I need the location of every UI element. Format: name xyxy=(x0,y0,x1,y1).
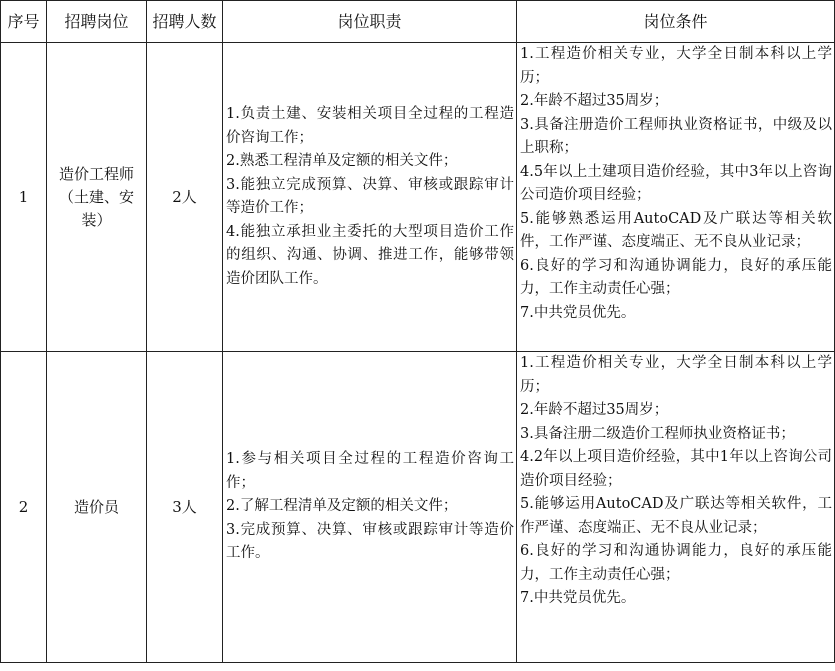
duty-item: 3.能独立完成预算、决算、审核或跟踪审计等造价工作； xyxy=(226,176,514,216)
row-position: 造价员 xyxy=(47,352,147,663)
row-requirements xyxy=(517,352,835,663)
duty-item: 3.完成预算、决算、审核或跟踪审计等造价工作。 xyxy=(226,521,514,562)
header-count: 招聘人数 xyxy=(147,1,223,43)
row-count: 2人 xyxy=(147,43,223,352)
row-requirements xyxy=(517,43,835,352)
row-position: 造价工程师（土建、安装） xyxy=(47,43,147,352)
duty-item: 4.能独立承担业主委托的大型项目造价工作的组织、沟通、协调、推进工作，能够带领造价团队工作。 xyxy=(226,223,514,287)
row-duties xyxy=(223,43,517,352)
header-requirements: 岗位条件 xyxy=(517,1,835,43)
requirement-item: 3.具备注册造价工程师执业资格证书，中级及以上职称； xyxy=(520,116,832,156)
duty-item: 1.负责土建、安装相关项目全过程的工程造价咨询工作； xyxy=(226,106,514,146)
duty-item: 2.熟悉工程清单及定额的相关文件； xyxy=(226,153,458,169)
requirement-item: 6.良好的学习和沟通协调能力，良好的承压能力，工作主动责任心强； xyxy=(520,257,832,297)
requirement-item: 3.具备注册二级造价工程师执业资格证书； xyxy=(520,425,795,442)
table-row xyxy=(1,43,835,352)
requirement-item: 4.5年以上土建项目造价经验，其中3年以上咨询公司造价项目经验； xyxy=(520,163,832,203)
requirement-item: 7.中共党员优先。 xyxy=(520,590,636,606)
row-no: 2 xyxy=(1,352,47,663)
requirement-item: 7.中共党员优先。 xyxy=(520,304,636,321)
requirement-item: 1.工程造价相关专业，大学全日制本科以上学历； xyxy=(520,355,832,395)
requirement-item: 4.2年以上项目造价经验，其中1年以上咨询公司造价项目经验； xyxy=(520,449,832,489)
requirement-item: 5.能够运用AutoCAD及广联达等相关软件，工作严谨、态度端正、无不良从业记录； xyxy=(520,496,832,536)
row-count: 3人 xyxy=(147,352,223,663)
requirement-item: 1.工程造价相关专业，大学全日制本科以上学历； xyxy=(520,46,832,86)
header-row xyxy=(1,1,835,43)
row-duties xyxy=(223,352,517,663)
row-no: 1 xyxy=(1,43,47,352)
header-duties: 岗位职责 xyxy=(223,1,517,43)
requirement-item: 6.良好的学习和沟通协调能力，良好的承压能力，工作主动责任心强； xyxy=(520,543,832,583)
duty-item: 1.参与相关项目全过程的工程造价咨询工作； xyxy=(226,451,514,491)
requirement-item: 2.年龄不超过35周岁； xyxy=(520,93,669,109)
requirement-item: 5.能够熟悉运用AutoCAD及广联达等相关软件，工作严谨、态度端正、无不良从业记录； xyxy=(520,210,832,250)
table-row xyxy=(1,352,835,663)
duty-item: 2.了解工程清单及定额的相关文件； xyxy=(226,498,458,515)
header-position: 招聘岗位 xyxy=(47,1,147,43)
header-no: 序号 xyxy=(1,1,47,43)
requirement-item: 2.年龄不超过35周岁； xyxy=(520,402,669,418)
